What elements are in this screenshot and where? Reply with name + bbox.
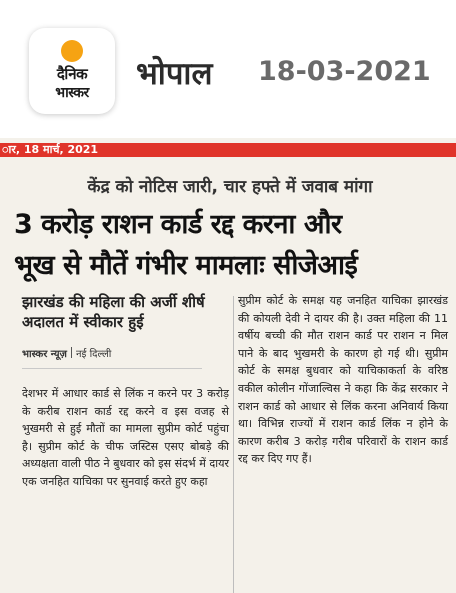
edition-date: 18-03-2021 (258, 56, 431, 87)
kicker: केंद्र को नोटिस जारी, चार हफ्ते में जवाब मांगा (87, 177, 373, 197)
date-strip-text: ार, 18 मार्च, 2021 (2, 143, 99, 156)
byline-place: नई दिल्ली (75, 349, 112, 360)
logo-text-line2: भास्कर (55, 85, 89, 101)
headline-line-2: भूख से मौतें गंभीर मामलाः सीजेआई (14, 250, 358, 281)
dainik-bhaskar-logo[interactable] (29, 28, 115, 114)
edition-city: भोपाल (136, 56, 213, 92)
right-column (238, 292, 448, 468)
byline (22, 346, 229, 360)
left-column (22, 292, 229, 491)
subheadline: झारखंड की महिला की अर्जी शीर्ष अदालत में स्वीकार हुई (22, 293, 205, 331)
newspaper-clipping (0, 138, 456, 593)
logo-text-line1: दैनिक (56, 65, 88, 83)
column-divider (233, 296, 234, 593)
right-body-text: सुप्रीम कोर्ट के समक्ष यह जनहित याचिका झारखंड की कोयली देवी ने दायर की है। उक्त महिला की 11 वर्षीय बच्ची की मौत राशन कार्ड पर राशन न मिल पाने के बाद भुखमरी के कारण हो गई थी। सुप्रीम कोर्ट के समक्ष बुधवार को याचिकाकर्ता के वरिष्ठ वकील कोलीन गोंजाल्विस ने कहा कि केंद्र सरकार ने राशन कार्ड को आधार से लिंक करना अनिवार्य किया था। विभिन्न राज्यों में राशन कार्ड लिंक न होने के कारण करीब 3 करोड़ गरीब परिवारों के राशन कार्ड रद्द कर दिए गए हैं। (238, 294, 448, 466)
sun-icon (61, 40, 83, 62)
byline-separator (71, 347, 72, 358)
byline-divider (22, 368, 202, 369)
left-body-text: देशभर में आधार कार्ड से लिंक न करने पर 3 करोड़ के करीब राशन कार्ड रद्द करने व इस वजह से भुखमरी से हुई मौतों का मामला सुप्रीम कोर्ट पहुंचा है। सुप्रीम कोर्ट के चीफ जस्टिस एसए बोबड़े की अध्यक्षता वाली पीठ ने बुधवार को इस संदर्भ में दायर एक जनहित याचिका पर सुनवाई करते हुए कहा (22, 387, 229, 488)
byline-source: भास्कर न्यूज़ (22, 349, 67, 360)
app-header (0, 0, 456, 138)
headline-line-1: 3 करोड़ राशन कार्ड रद्द करना और (14, 209, 342, 240)
date-strip (0, 143, 456, 157)
